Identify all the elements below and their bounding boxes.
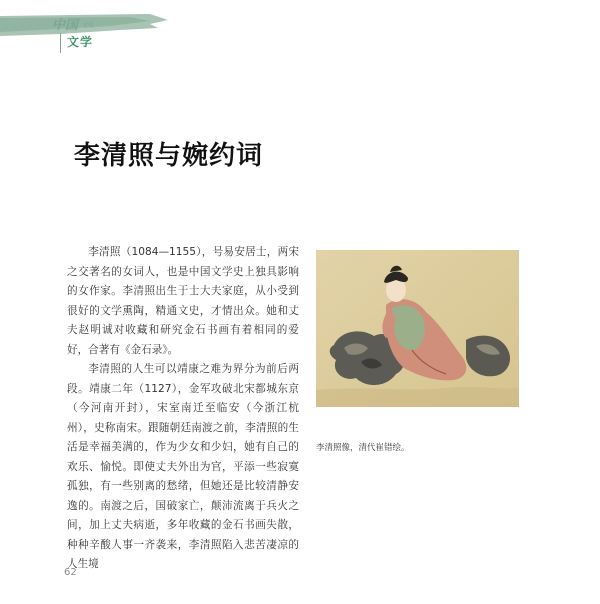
- brand-title: 中国: [52, 18, 79, 33]
- header-brand: [52, 12, 132, 52]
- paragraph: 李清照（1084—1155），号易安居士，两宋之交著名的女词人，也是中国文学史上独具影响的女作家。李清照出生于士大夫家庭，从小受到很好的文学熏陶，精通文史，才情出众。她和丈夫赵明诚对收藏和研究金石书画有着相同的爱好，合著有《金石录》。: [67, 246, 299, 356]
- portrait-painting: [316, 250, 519, 407]
- brand-subtitle: 文学: [67, 35, 94, 49]
- painting-image: [316, 250, 519, 407]
- paragraph: 李清照的人生可以靖康之难为界分为前后两段。靖康二年（1127），金军攻破北宋都城东京（今河南开封），宋室南迁至临安（今浙江杭州），史称南宋。跟随朝廷南渡之前，李清照的生活是幸福美满的，作为少女和少妇，她有自己的欢乐、愉悦。即使丈夫外出为官，平添一些寂寞孤独，有一些别离的愁绪，但她还是比较清静安逸的。南渡之后，国破家亡，颠沛流离于兵火之间，加上丈夫病逝，多年收藏的金石书画失散，种种辛酸人事一齐袭来，李清照陷入悲苦凄凉的人生境: [67, 363, 299, 570]
- page-title: 李清照与婉约词: [74, 141, 264, 171]
- page-number: 62: [64, 567, 77, 578]
- brand-divider: [60, 33, 61, 53]
- figure-caption: 李清照像，清代崔错绘。: [316, 443, 410, 453]
- brand-small: 文化: [82, 22, 95, 29]
- body-text: [67, 243, 299, 575]
